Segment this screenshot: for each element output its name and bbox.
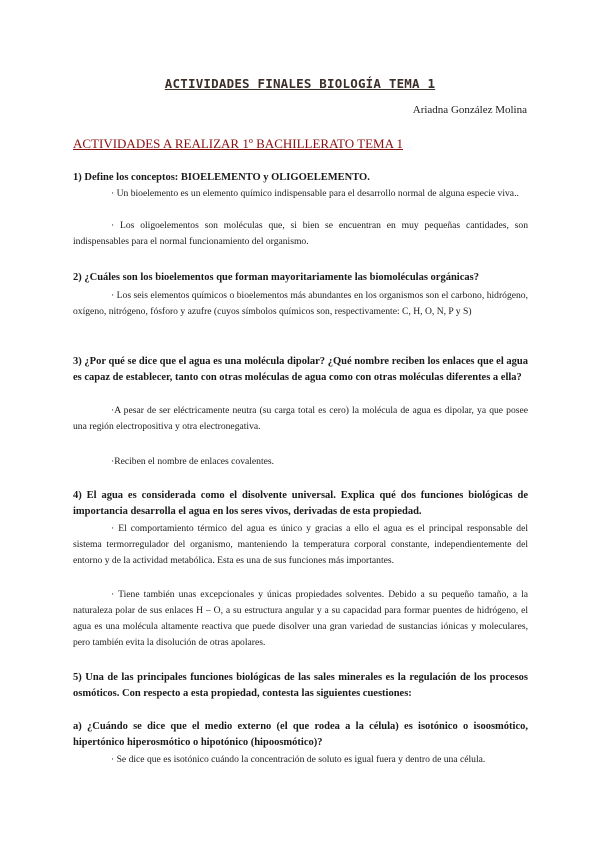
- question-3: 3) ¿Por qué se dice que el agua es una molécula dipolar? ¿Qué nombre reciben los enlaces que el agua es capaz de establecer, tanto con otras moléculas de agua como con otras moléculas diferentes a ella?: [73, 356, 528, 383]
- answer-5a: · Se dice que es isotónico cuándo la concentración de soluto es igual fuera y dentro de una célula.: [111, 754, 486, 765]
- answer-4a: · El comportamiento térmico del agua es único y gracias a ello el agua es el principal responsable del sistema termorregulador del organismo, manteniendo la temperatura corporal constante, independientemente del entorno y de la actividad metabólica. Esta es una de sus funciones más importantes.: [73, 523, 528, 566]
- answer-1a: · Un bioelemento es un elemento químico indispensable para el desarrollo normal de alguna especie viva..: [111, 188, 519, 199]
- question-2: 2) ¿Cuáles son los bioelementos que forman mayoritariamente las biomoléculas orgánicas?: [73, 272, 479, 283]
- answer-2a: · Los seis elementos químicos o bioelementos más abundantes en los organismos son el carbono, hidrógeno, oxígeno, nitrógeno, fósforo y azufre (cuyos símbolos químicos son, respectivamente: C, H, O, N, P y S): [73, 290, 528, 317]
- question-5a: a) ¿Cuándo se dice que el medio externo (el que rodea a la célula) es isotónico o isoosmótico, hipertónico hiperosmótico o hipotónico (hipoosmótico)?: [73, 721, 528, 748]
- document-title: ACTIVIDADES FINALES BIOLOGÍA TEMA 1: [164, 76, 436, 91]
- question-4: 4) El agua es considerada como el disolvente universal. Explica qué dos funciones biológicas de importancia desarrolla el agua en los seres vivos, derivadas de esta propiedad.: [73, 490, 528, 517]
- question-1: 1) Define los conceptos: BIOELEMENTO y OLIGOELEMENTO.: [73, 172, 370, 183]
- answer-4b: · Tiene también unas excepcionales y únicas propiedades solventes. Debido a su pequeño tamaño, a la naturaleza polar de sus enlaces H – O, a su estructura angular y a su capacidad para formar puentes de hidrógeno, el agua es una molécula altamente reactiva que puede disolver una gran variedad de sustancias iónicas y moleculares, pero también evita la disolución de otras apolares.: [73, 589, 528, 648]
- section-heading: ACTIVIDADES A REALIZAR 1º BACHILLERATO TEMA 1: [73, 136, 403, 151]
- answer-3a: ·A pesar de ser eléctricamente neutra (su carga total es cero) la molécula de agua es dipolar, ya que posee una región electropositiva y otra electronegativa.: [73, 405, 528, 432]
- author-name: Ariadna González Molina: [412, 104, 527, 116]
- answer-1b: · Los oligoelementos son moléculas que, si bien se encuentran en muy pequeñas cantidades, son indispensables para el normal funcionamiento del organismo.: [73, 220, 528, 247]
- answer-3b: ·Reciben el nombre de enlaces covalentes.: [111, 456, 275, 467]
- question-5: 5) Una de las principales funciones biológicas de las sales minerales es la regulación de los procesos osmóticos. Con respecto a esta propiedad, contesta las siguientes cuestiones:: [73, 672, 528, 699]
